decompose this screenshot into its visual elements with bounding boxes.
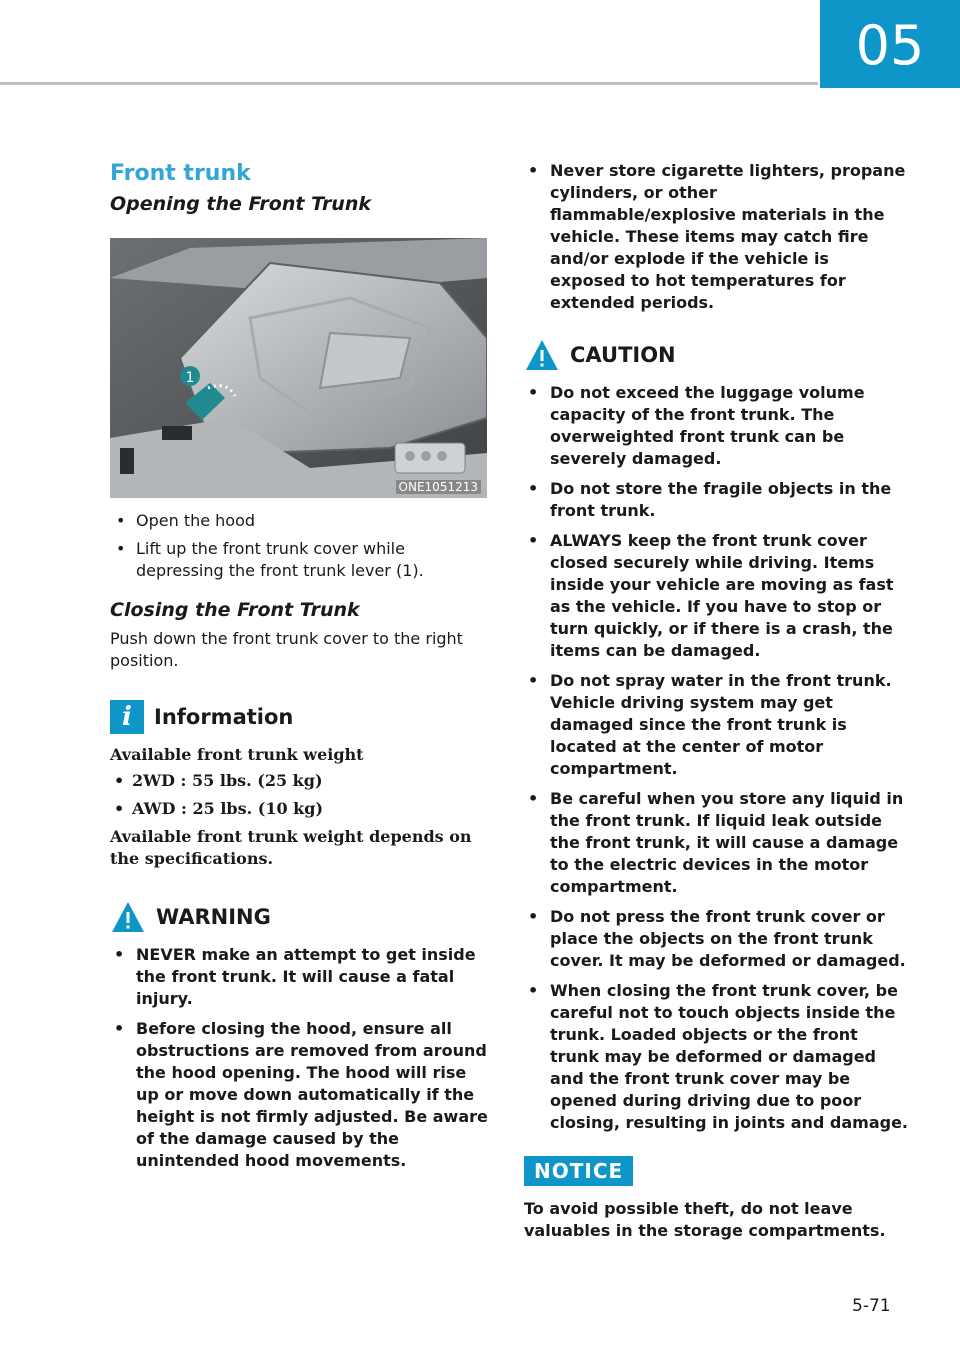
chapter-tab: 05 xyxy=(820,0,960,88)
list-item: • Do not spray water in the front trunk. Vehicle driving system may get damaged since the front trunk is located at the center of motor compartment. xyxy=(524,670,908,780)
caution-header xyxy=(524,338,908,372)
list-item: • Never store cigarette lighters, propane cylinders, or other flammable/explosive materials in the vehicle. These items may catch fire and/or explode if the vehicle is exposed to hot temperatures for extended periods. xyxy=(524,160,908,314)
info-list xyxy=(110,770,490,820)
notice-badge: NOTICE xyxy=(524,1156,633,1186)
information-header xyxy=(110,700,490,734)
opening-steps xyxy=(110,510,490,582)
opening-title: Opening the Front Trunk xyxy=(110,193,371,215)
figure-id: ONE1051213 xyxy=(396,480,481,494)
list-item: • Be careful when you store any liquid in the front trunk. If liquid leak outside the front trunk, it will cause a damage to the electric devices in the motor compartment. xyxy=(524,788,908,898)
list-item: • ALWAYS keep the front trunk cover closed securely while driving. Items inside your vehicle are moving as fast as the vehicle. If you have to stop or turn quickly, or if there is a crash, the items can be damaged. xyxy=(524,530,908,662)
warning-header xyxy=(110,900,490,934)
information-label: Information xyxy=(154,705,294,729)
list-item: • Lift up the front trunk cover while depressing the front trunk lever (1). xyxy=(110,538,490,582)
caution-triangle-icon xyxy=(524,338,560,372)
caution-list xyxy=(524,382,908,1134)
right-column xyxy=(524,160,908,1242)
list-item: • AWD : 25 lbs. (10 kg) xyxy=(110,798,490,820)
list-item: • NEVER make an attempt to get inside the front trunk. It will cause a fatal injury. xyxy=(110,944,490,1010)
info-heading: Available front trunk weight xyxy=(110,745,364,764)
list-item: • Do not store the fragile objects in the front trunk. xyxy=(524,478,908,522)
list-item: • Open the hood xyxy=(110,510,490,532)
info-icon: i xyxy=(110,700,144,734)
front-trunk-figure xyxy=(110,238,487,498)
list-item: • Do not exceed the luggage volume capacity of the front trunk. The overweighted front trunk can be severely damaged. xyxy=(524,382,908,470)
engine-bay-illustration xyxy=(110,238,487,498)
list-item: • 2WD : 55 lbs. (25 kg) xyxy=(110,770,490,792)
list-item: • Before closing the hood, ensure all obstructions are removed from around the hood opening. The hood will rise up or move down automatically if the height is not firmly adjusted. Be aware of the damage caused by the unintended hood movements. xyxy=(110,1018,490,1172)
notice-header xyxy=(524,1156,908,1186)
closing-title: Closing the Front Trunk xyxy=(110,599,360,621)
warning-list xyxy=(110,944,490,1172)
left-column xyxy=(110,158,490,1180)
warning-label: WARNING xyxy=(156,905,271,929)
list-item: • Do not press the front trunk cover or place the objects on the front trunk cover. It may be deformed or damaged. xyxy=(524,906,908,972)
list-item: • When closing the front trunk cover, be careful not to touch objects inside the trunk. Loaded objects or the front trunk may be deformed or damaged and the front trunk cover may be opened during driving due to poor closing, resulting in joints and damage. xyxy=(524,980,908,1134)
warning-triangle-icon xyxy=(110,900,146,934)
header-rule xyxy=(0,82,818,85)
notice-text: To avoid possible theft, do not leave valuables in the storage compartments. xyxy=(524,1199,886,1240)
closing-text: Push down the front trunk cover to the right position. xyxy=(110,629,463,670)
warning-list-continued xyxy=(524,160,908,314)
page-number: 5-71 xyxy=(852,1296,891,1316)
info-note: Available front trunk weight depends on the specifications. xyxy=(110,827,472,868)
caution-label: CAUTION xyxy=(570,343,676,367)
callout-label: 1 xyxy=(185,370,195,386)
section-title: Front trunk xyxy=(110,161,251,186)
